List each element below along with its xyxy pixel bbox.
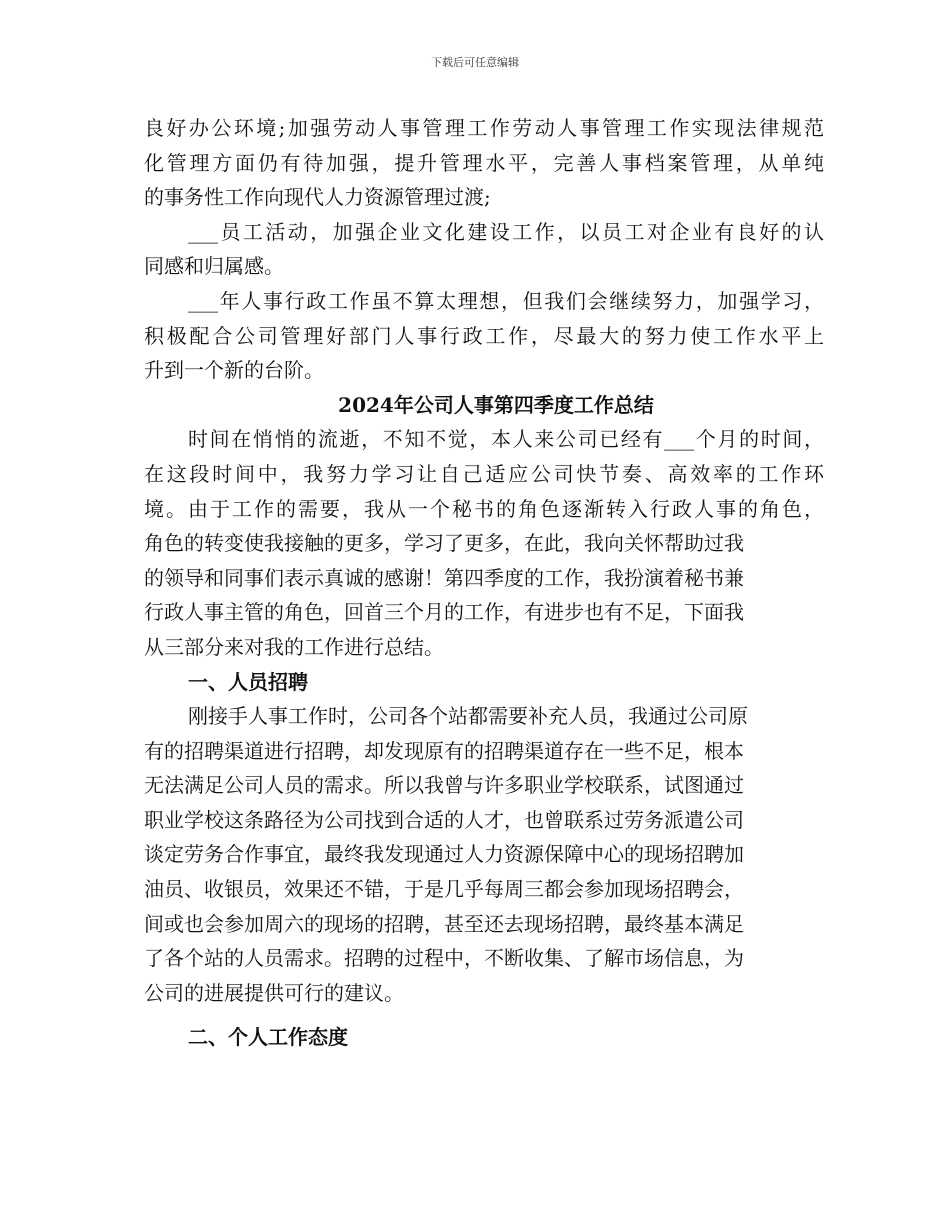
paragraph-line: 了各个站的人员需求。招聘的过程中，不断收集、了解市场信息，为 bbox=[144, 946, 744, 971]
paragraph-line: 油员、收银员，效果还不错，于是几乎每周三都会参加现场招聘会， bbox=[144, 877, 744, 902]
paragraph-line: 的领导和同事们表示真诚的感谢！第四季度的工作，我扮演着秘书兼 bbox=[144, 565, 744, 590]
paragraph-line: 积极配合公司管理好部门人事行政工作，尽最大的努力使工作水平上 bbox=[144, 323, 824, 348]
paragraph-line: 有的招聘渠道进行招聘，却发现原有的招聘渠道存在一些不足，根本 bbox=[144, 738, 744, 763]
paragraph-line: 时间在悄悄的流逝，不知不觉，本人来公司已经有___个月的时间， bbox=[188, 427, 824, 452]
section-title: 2024年公司人事第四季度工作总结 bbox=[338, 392, 654, 417]
paragraph-line: 无法满足公司人员的需求。所以我曾与许多职业学校联系，试图通过 bbox=[144, 773, 744, 798]
paragraph-line: 角色的转变使我接触的更多，学习了更多，在此，我向关怀帮助过我 bbox=[144, 531, 744, 556]
paragraph-line: 境。由于工作的需要，我从一个秘书的角色逐渐转入行政人事的角色， bbox=[144, 496, 824, 521]
document-body bbox=[144, 111, 824, 1055]
paragraph-line: 升到一个新的台阶。 bbox=[144, 358, 324, 383]
paragraph-line: 谈定劳务合作事宜，最终我发现通过人力资源保障中心的现场招聘加 bbox=[144, 842, 744, 867]
paragraph-line: ___年人事行政工作虽不算太理想，但我们会继续努力，加强学习， bbox=[188, 288, 824, 313]
paragraph-line: 职业学校这条路径为公司找到合适的人才，也曾联系过劳务派遣公司 bbox=[144, 807, 744, 832]
paragraph-line: ___员工活动，加强企业文化建设工作，以员工对企业有良好的认 bbox=[188, 219, 824, 244]
page-header: 下载后可任意编辑 bbox=[431, 56, 519, 69]
paragraph-line: 良好办公环境;加强劳动人事管理工作劳动人事管理工作实现法律规范 bbox=[144, 116, 824, 140]
paragraph-line: 同感和归属感。 bbox=[144, 254, 284, 279]
paragraph-line: 在这段时间中，我努力学习让自己适应公司快节奏、高效率的工作环 bbox=[144, 461, 824, 486]
paragraph-line: 间或也会参加周六的现场的招聘，甚至还去现场招聘，最终基本满足 bbox=[144, 911, 744, 936]
paragraph-line: 化管理方面仍有待加强，提升管理水平，完善人事档案管理，从单纯 bbox=[144, 150, 824, 175]
paragraph-line: 的事务性工作向现代人力资源管理过渡; bbox=[144, 185, 491, 210]
paragraph-line: 公司的进展提供可行的建议。 bbox=[144, 980, 404, 1005]
subheading-work-attitude: 二、个人工作态度 bbox=[188, 1025, 348, 1050]
paragraph-line: 行政人事主管的角色，回首三个月的工作，有进步也有不足，下面我 bbox=[144, 600, 744, 625]
subheading-recruitment: 一、人员招聘 bbox=[188, 669, 308, 694]
paragraph-line: 刚接手人事工作时，公司各个站都需要补充人员，我通过公司原 bbox=[188, 704, 748, 729]
paragraph-line: 从三部分来对我的工作进行总结。 bbox=[144, 634, 444, 659]
